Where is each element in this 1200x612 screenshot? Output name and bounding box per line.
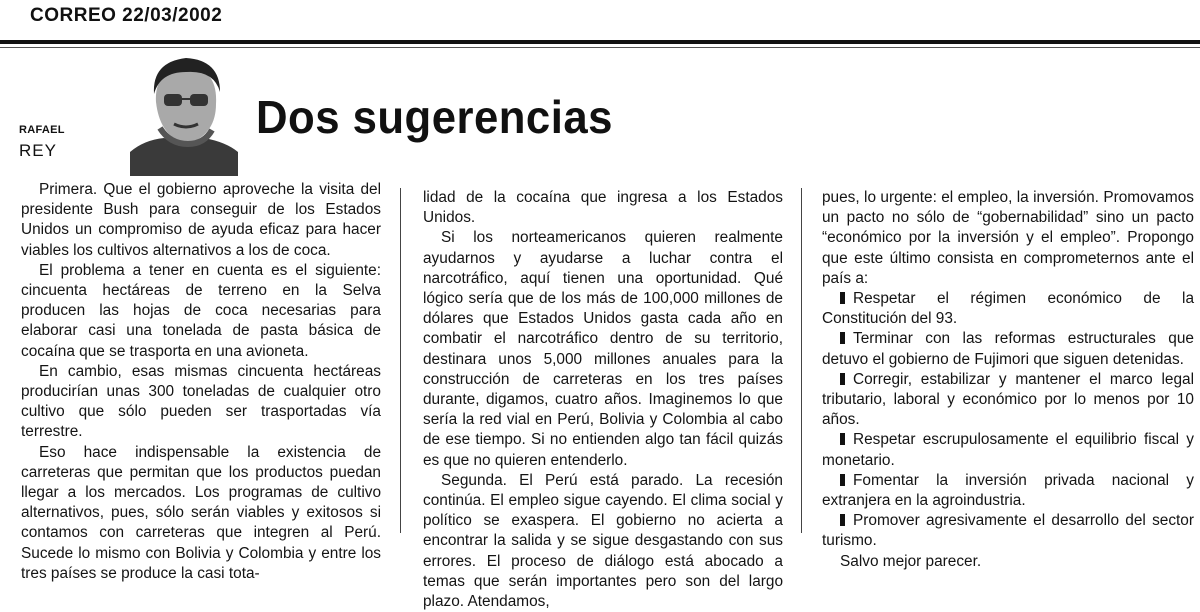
paragraph-text: Terminar con las reformas estructurales que detuvo el gobierno de Fujimori que siguen detenidas. [822,330,1194,368]
bullet-icon [840,474,845,486]
paragraph-text: Salvo mejor parecer. [840,552,982,570]
paragraph [21,180,381,261]
list-item [822,511,1194,551]
paragraph-text: pues, lo urgente: el empleo, la inversión. Promovamos un pacto no sólo de “gobernabilidad” sino un pacto “económico por la inversión y el empleo”. Propongo que este último consista en comprometernos ante el país a: [822,189,1194,287]
paragraph-text: Si los norteamericanos quieren realmente ayudarnos y ayudarse a luchar contra el narcotráfico, aquí tienen una oportunidad. Qué lógico sería que de los más de 100,000 millones de dólares que Estados Unidos gasta cada año en combatir el narcotráfico dentro de su territorio, destinara unos 5,000 millones anuales para la construcción de carreteras en los tres países durante, digamos, cuatro años. Imaginemos lo que sería la red vial en Perú, Bolivia y Colombia al cabo de ese tiempo. Si no entienden algo tan fácil quizás es que no quieren entenderlo. [423,229,783,469]
author-last-name: REY [19,141,57,160]
author-first-name: RAFAEL [19,124,65,136]
bullet-icon [840,514,845,526]
article-column-3 [822,188,1194,572]
paragraph-text: Corregir, estabilizar y mantener el marco legal tributario, laboral y económico por lo menos por 10 años. [822,370,1194,429]
list-item [822,370,1194,431]
paragraph-continuation [822,188,1194,289]
paragraph-continuation [423,188,783,228]
paragraph [822,552,1194,572]
bullet-icon [840,373,845,385]
list-item [822,471,1194,511]
article-column-2 [423,188,783,612]
list-item [822,329,1194,369]
paragraph [21,261,381,362]
list-item [822,430,1194,470]
header-rule [0,40,1200,44]
author-photo [130,48,238,176]
paragraph-text: El problema a tener en cuenta es el siguiente: cincuenta hectáreas de terreno en la Selva producen las hojas de coca necesarias para elaborar casi una tonelada de pasta básica de cocaína que se trasporta en una avioneta. [21,261,381,360]
paragraph-text: Primera. Que el gobierno aproveche la visita del presidente Bush para conseguir de los Estados Unidos un compromiso de ayuda eficaz para hacer viables los cultivos alternativos a los de coca. [21,181,381,259]
paragraph [21,443,381,584]
paragraph-text: Respetar escrupulosamente el equilibrio fiscal y monetario. [822,431,1194,469]
bullet-icon [840,433,845,445]
paragraph [423,228,783,470]
paragraph-text: Fomentar la inversión privada nacional y extranjera en la agroindustria. [822,471,1194,510]
article-column-1 [21,180,381,584]
paragraph-text: En cambio, esas mismas cincuenta hectáreas producirían unas 300 toneladas de cualquier otro cultivo que sólo pueden ser trasportadas vía terrestre. [21,362,381,441]
list-item [822,289,1194,329]
bullet-icon [840,292,845,304]
newspaper-source-date: CORREO 22/03/2002 [30,5,223,26]
column-divider [400,188,401,533]
paragraph-text: Promover agresivamente el desarrollo del sector turismo. [822,512,1194,550]
paragraph [21,362,381,443]
paragraph-text: Segunda. El Perú está parado. La recesión continúa. El empleo sigue cayendo. El clima social y político se exaspera. El gobierno no acierta a encontrar la salida y se sigue desgastando con sus errores. El proceso de diálogo está abocado a temas que serán importantes pero son del largo plazo. Atendamos, [423,471,783,611]
paragraph-text: Respetar el régimen económico de la Constitución del 93. [822,290,1194,328]
column-divider [801,188,802,533]
paragraph-text: Eso hace indispensable la existencia de carreteras que permitan que los productos puedan llegar a los mercados. Los programas de cultivo alternativos, pues, sólo serán viables y exitosos si contamos con carreteras que integren al Perú. Sucede lo mismo con Bolivia y Colombia y entre los tres países se produce la casi tota- [21,443,381,582]
paragraph-text: lidad de la cocaína que ingresa a los Estados Unidos. [423,189,783,227]
article-headline: Dos sugerencias [256,91,613,143]
bullet-icon [840,332,845,344]
paragraph [423,471,783,612]
